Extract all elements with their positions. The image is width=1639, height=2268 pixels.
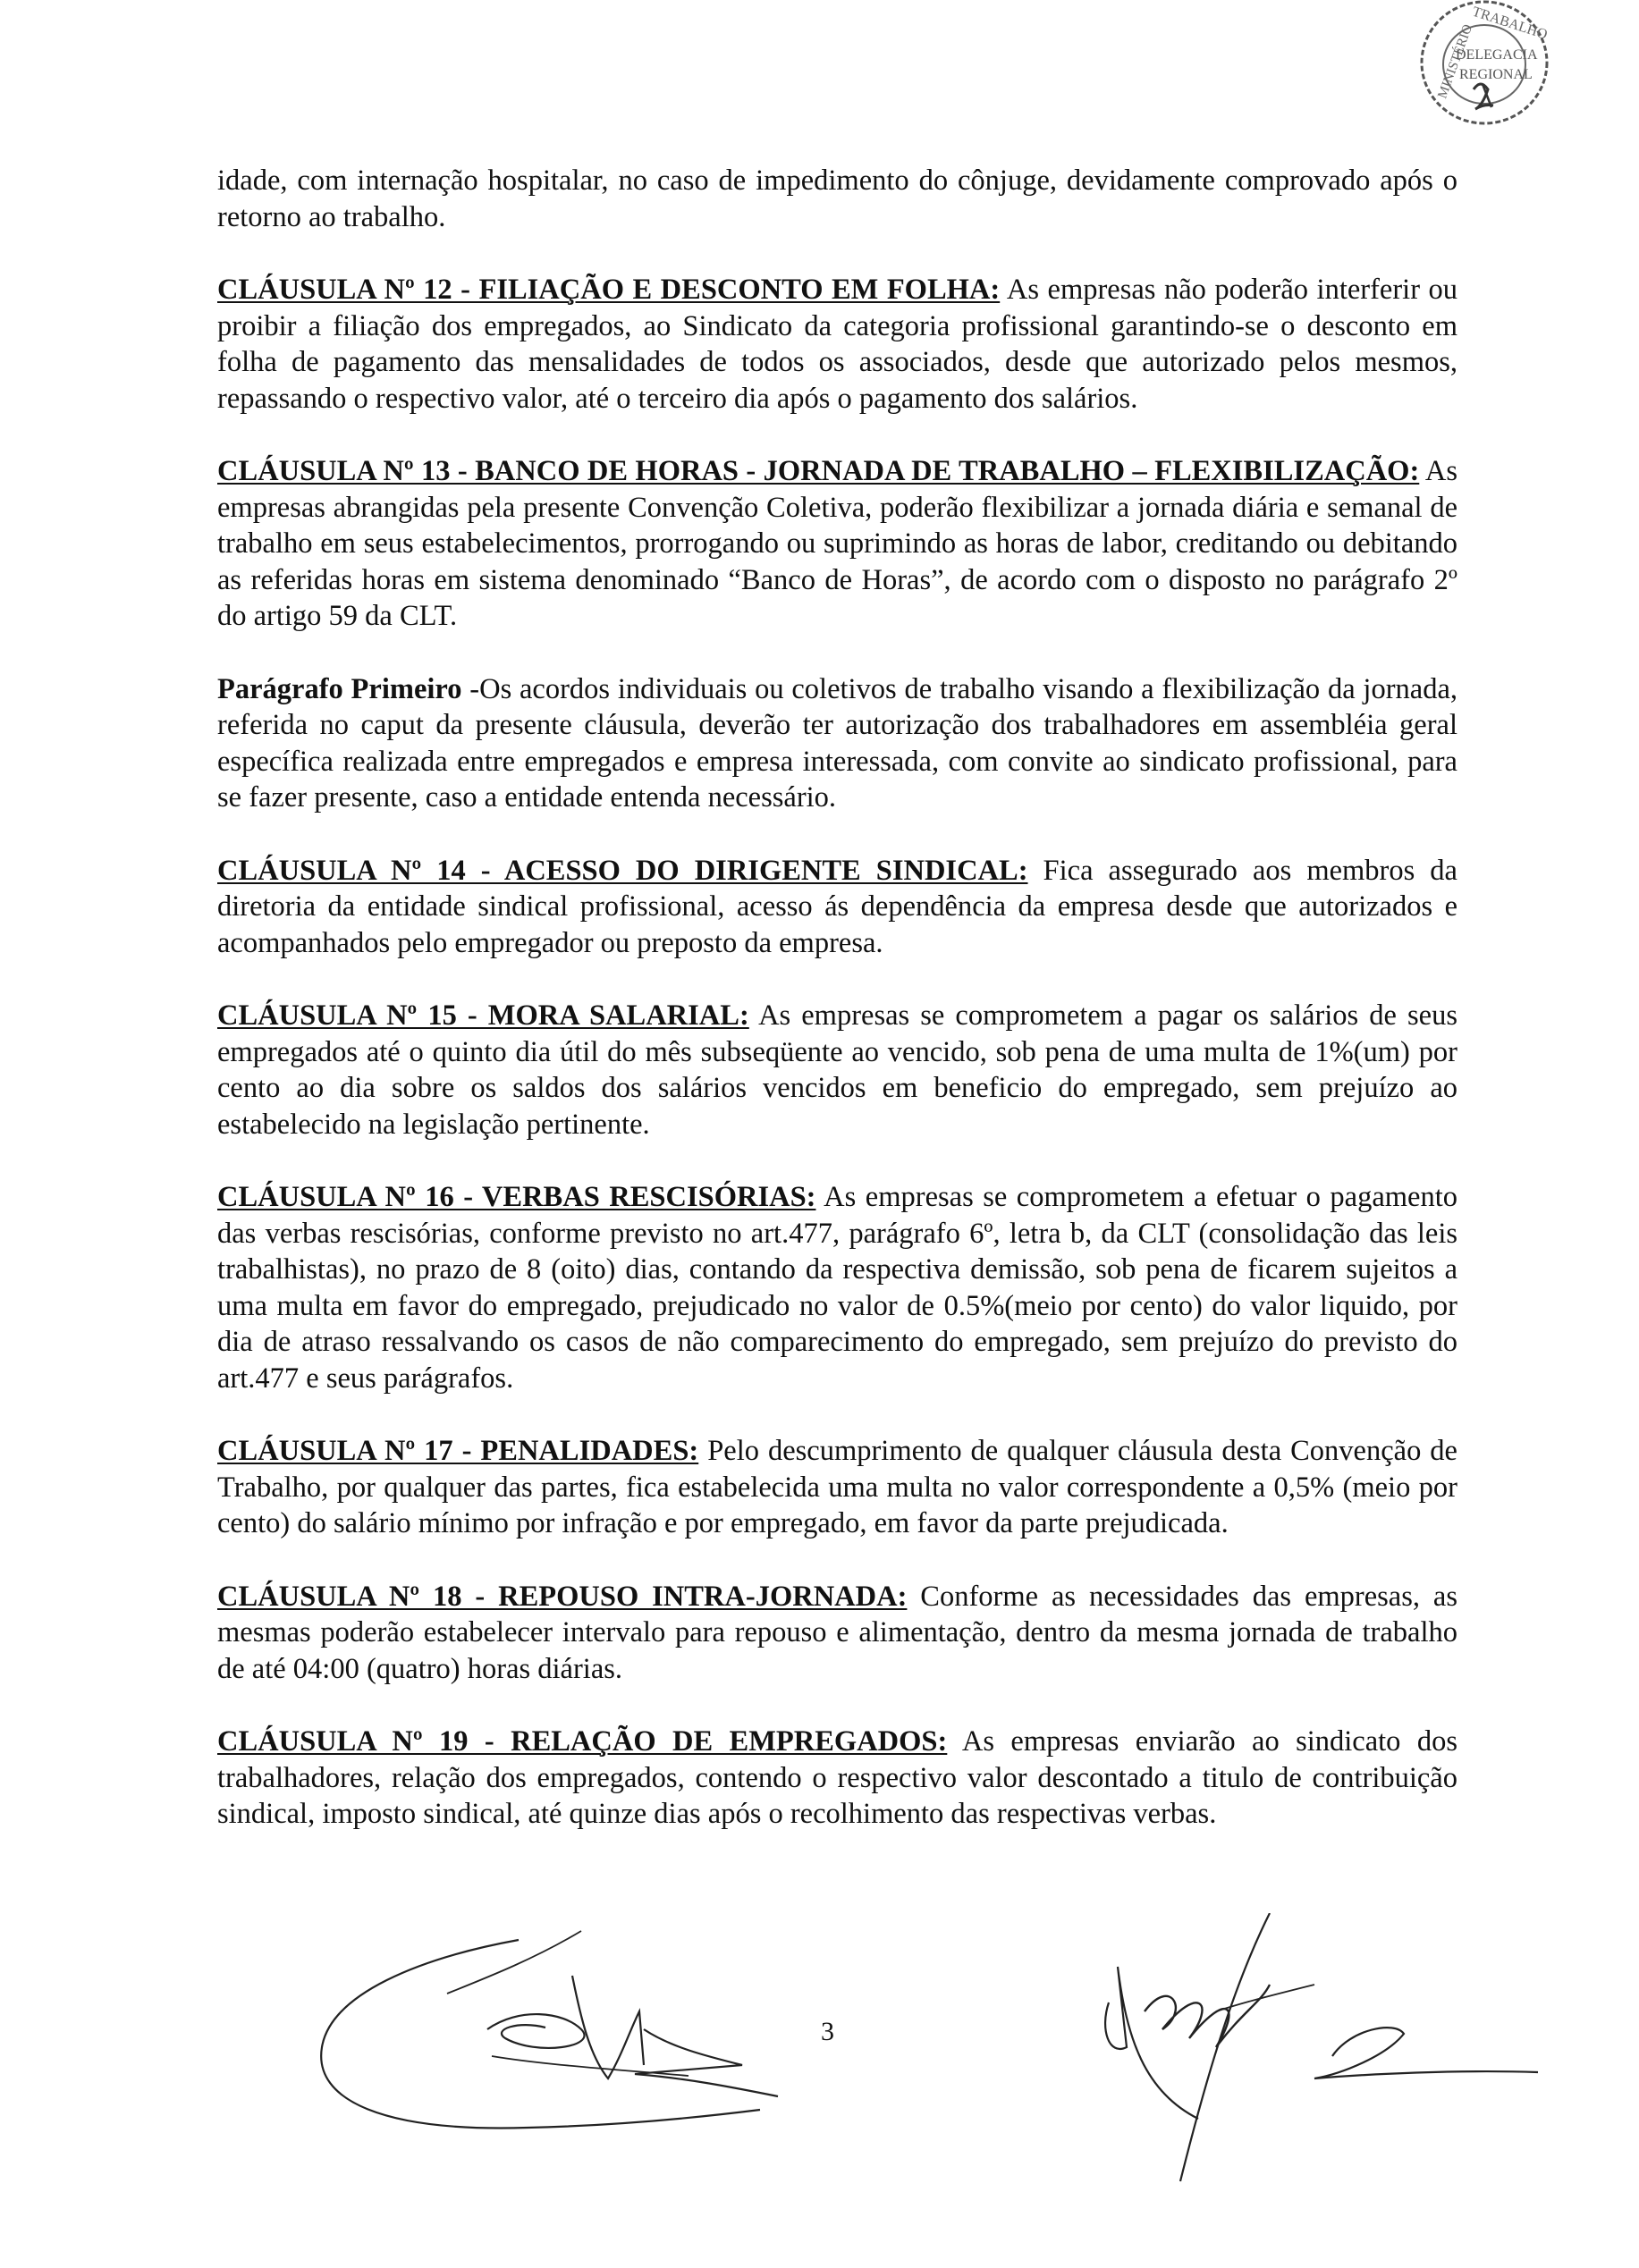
clause-13 [217,453,1457,635]
svg-text:DELEGACIA: DELEGACIA [1456,47,1538,63]
ministry-stamp [1377,0,1556,152]
clause-18-body: Conforme as necessidades das empresas, as mesmas poderão estabelecer intervalo para repouso e alimentação, dentro da mesma jornada de trabalho de até 04:00 (quatro) horas diárias. [217,1580,1457,1685]
clause-17-heading: CLÁUSULA Nº 17 - PENALIDADES: [217,1435,699,1467]
paragraph-primeiro-heading: Parágrafo Primeiro [217,672,462,705]
signature-far-right [1297,2002,1547,2110]
clause-19-body: As empresas enviarão ao sindicato dos trabalhadores, relação dos empregados, contendo o respectivo valor descontado a titulo de contribuição sindical, imposto sindical, até quinze dias após o recolhimento das respectivas verbas. [217,1725,1457,1830]
page-number: 3 [821,2017,834,2046]
paragraph-primeiro-body: -Os acordos individuais ou coletivos de trabalho visando a flexibilização da jornada, referida no caput da presente cláusula, deverão ter autorização dos trabalhadores em assembléia geral específica realizada entre empregados e empresa interessada, com convite ao sindicato profissional, para se fazer presente, caso a entidade entenda necessário. [217,672,1457,814]
clause-16-heading: CLÁUSULA Nº 16 - VERBAS RESCISÓRIAS: [217,1181,816,1213]
paragraph-primeiro [217,671,1457,816]
document-body [217,163,1457,1869]
clause-15 [217,998,1457,1142]
clause-16 [217,1179,1457,1396]
signature-left [313,1922,814,2146]
clause-15-body: As empresas se comprometem a pagar os salários de seus empregados até o quinto dia útil do mês subseqüente ao vencido, sob pena de uma multa de 1%(um) por cento ao dia sobre os saldos dos salários vencidos em beneficio do empregado, sem prejuízo ao estabelecido na legislação pertinente. [217,999,1457,1141]
clause-12-heading: CLÁUSULA Nº 12 - FILIAÇÃO E DESCONTO EM FOLHA: [217,274,1001,306]
clause-14 [217,853,1457,962]
svg-text:REGIONAL: REGIONAL [1459,67,1533,82]
clause-18-heading: CLÁUSULA Nº 18 - REPOUSO INTRA-JORNADA: [217,1580,908,1613]
clause-14-heading: CLÁUSULA Nº 14 - ACESSO DO DIRIGENTE SINDICAL: [217,854,1028,887]
clause-12 [217,272,1457,417]
clause-18 [217,1579,1457,1688]
clause-13-heading: CLÁUSULA Nº 13 - BANCO DE HORAS - JORNADA DE TRABALHO – FLEXIBILIZAÇÃO: [217,455,1420,487]
clause-13-body: As empresas abrangidas pela presente Convenção Coletiva, poderão flexibilizar a jornada diária e semanal de trabalho em seus estabelecimentos, prorrogando ou suprimindo as horas de labor, creditando ou debitando as referidas horas em sistema denominado “Banco de Horas”, de acordo com o disposto no parágrafo 2º do artigo 59 da CLT. [217,455,1457,632]
intro-paragraph: idade, com internação hospitalar, no caso de impedimento do cônjuge, devidamente comprovado após o retorno ao trabalho. [217,164,1457,233]
svg-text:TRABALHO: TRABALHO [1470,4,1550,43]
clause-17-body: Pelo descumprimento de qualquer cláusula desta Convenção de Trabalho, por qualquer das partes, fica estabelecida uma multa no valor correspondente a 0,5% (meio por cento) do salário mínimo por infração e por empregado, em favor da parte prejudicada. [217,1435,1457,1539]
clause-14-body: Fica assegurado aos membros da diretoria da entidade sindical profissional, acesso ás dependência da empresa desde que autorizados e acompanhados pelo empregador ou preposto da empresa. [217,854,1457,959]
svg-text:MINISTÉRIO: MINISTÉRIO [1435,22,1476,101]
clause-17 [217,1433,1457,1542]
clause-19-heading: CLÁUSULA Nº 19 - RELAÇÃO DE EMPREGADOS: [217,1725,948,1758]
clause-19 [217,1724,1457,1833]
clause-16-body: As empresas se comprometem a efetuar o pagamento das verbas rescisórias, conforme previsto no art.477, parágrafo 6º, letra b, da CLT (consolidação das leis trabalhistas), no prazo de 8 (oito) dias, contando da respectiva demissão, sob pena de ficarem sujeitos a uma multa em favor do empregado, prejudicado no valor de 0.5%(meio por cento) do valor liquido, por dia de atraso ressalvando os casos de não comparecimento do empregado, sem prejuízo do previsto do art.477 e seus parágrafos. [217,1181,1457,1395]
clause-15-heading: CLÁUSULA Nº 15 - MORA SALARIAL: [217,999,749,1032]
clause-12-body: As empresas não poderão interferir ou proibir a filiação dos empregados, ao Sindicato da categoria profissional garantindo-se o desconto em folha de pagamento das mensalidades de todos os associados, desde que autorizado pelos mesmos, repassando o respectivo valor, até o terceiro dia após o pagamento dos salários. [217,274,1458,415]
